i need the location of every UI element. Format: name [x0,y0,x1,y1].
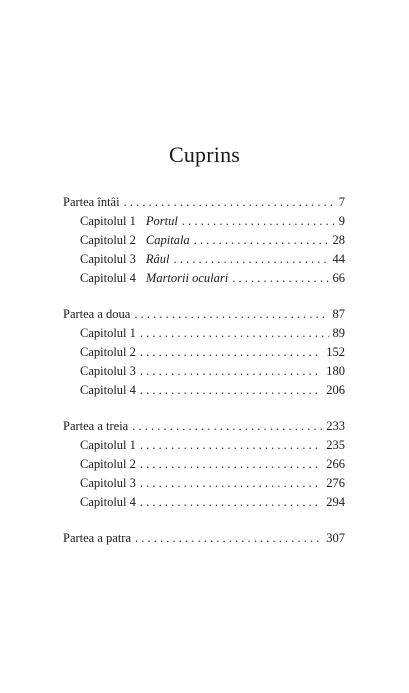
toc-entry-chapter[interactable] [63,324,345,343]
dot-leader [140,324,329,343]
toc-entry-chapter[interactable] [63,474,345,493]
toc-entry-part[interactable] [63,417,345,436]
dot-leader [140,362,322,381]
dot-leader [140,474,322,493]
toc-entry-label: Capitolul 1 [80,438,136,452]
toc-entry-label: Capitolul 1 [80,326,136,340]
dot-leader [134,305,328,324]
toc-entry-subtitle: Portul [145,214,178,228]
toc-section-partea-a-doua [63,305,345,400]
toc-entry-label: Capitolul 3 [80,252,136,266]
toc-entry-page: 235 [326,438,345,452]
toc-entry-label: Capitolul 3 [80,364,136,378]
toc-entry-page: 87 [332,307,345,321]
toc-entry-page: 44 [332,252,345,266]
toc-section-partea-intai [63,193,345,288]
toc-entry-part[interactable] [63,529,345,548]
toc-entry-label: Partea a treia [63,419,129,433]
toc-section-partea-a-patra [63,529,345,548]
toc-entry-page: 233 [326,419,345,433]
toc-entry-subtitle: Râul [145,252,170,266]
table-of-contents [63,193,345,548]
toc-entry-label: Capitolul 2 [80,345,136,359]
toc-entry-chapter[interactable] [63,231,345,250]
toc-entry-label: Partea a patra [63,531,132,545]
toc-entry-page: 206 [326,383,345,397]
dot-leader [182,212,335,231]
dot-leader [135,529,322,548]
toc-entry-label: Partea a doua [63,307,131,321]
toc-entry-chapter[interactable] [63,362,345,381]
dot-leader [140,381,322,400]
toc-entry-page: 266 [326,457,345,471]
toc-entry-chapter[interactable] [63,250,345,269]
toc-entry-part[interactable] [63,305,345,324]
toc-entry-label: Capitolul 3 [80,476,136,490]
toc-entry-label: Capitolul 4 [80,495,136,509]
toc-entry-subtitle: Martorii oculari [145,271,229,285]
toc-entry-label: Capitolul 1 [80,214,136,228]
dot-leader [140,455,322,474]
dot-leader [232,269,328,288]
toc-entry-page: 294 [326,495,345,509]
dot-leader [174,250,329,269]
toc-entry-chapter[interactable] [63,212,345,231]
toc-entry-page: 89 [332,326,345,340]
toc-entry-chapter[interactable] [63,493,345,512]
page-title: Cuprins [168,142,241,167]
toc-entry-chapter[interactable] [63,436,345,455]
toc-entry-chapter[interactable] [63,381,345,400]
toc-entry-chapter[interactable] [63,343,345,362]
dot-leader [194,231,329,250]
toc-entry-page: 28 [332,233,345,247]
toc-entry-page: 307 [326,531,345,545]
toc-entry-page: 9 [338,214,345,228]
toc-entry-page: 152 [326,345,345,359]
toc-entry-page: 180 [326,364,345,378]
dot-leader [140,343,322,362]
toc-entry-label: Capitolul 2 [80,233,136,247]
toc-entry-page: 66 [332,271,345,285]
dot-leader [132,417,322,436]
toc-entry-page: 276 [326,476,345,490]
toc-entry-subtitle: Capitala [145,233,190,247]
toc-entry-chapter[interactable] [63,455,345,474]
toc-entry-label: Capitolul 2 [80,457,136,471]
toc-entry-label: Partea întâi [63,195,120,209]
dot-leader [124,193,335,212]
toc-entry-label: Capitolul 4 [80,271,136,285]
toc-entry-part[interactable] [63,193,345,212]
toc-entry-chapter[interactable] [63,269,345,288]
toc-section-partea-a-treia [63,417,345,512]
toc-entry-label: Capitolul 4 [80,383,136,397]
toc-entry-page: 7 [338,195,345,209]
dot-leader [140,493,322,512]
dot-leader [140,436,322,455]
